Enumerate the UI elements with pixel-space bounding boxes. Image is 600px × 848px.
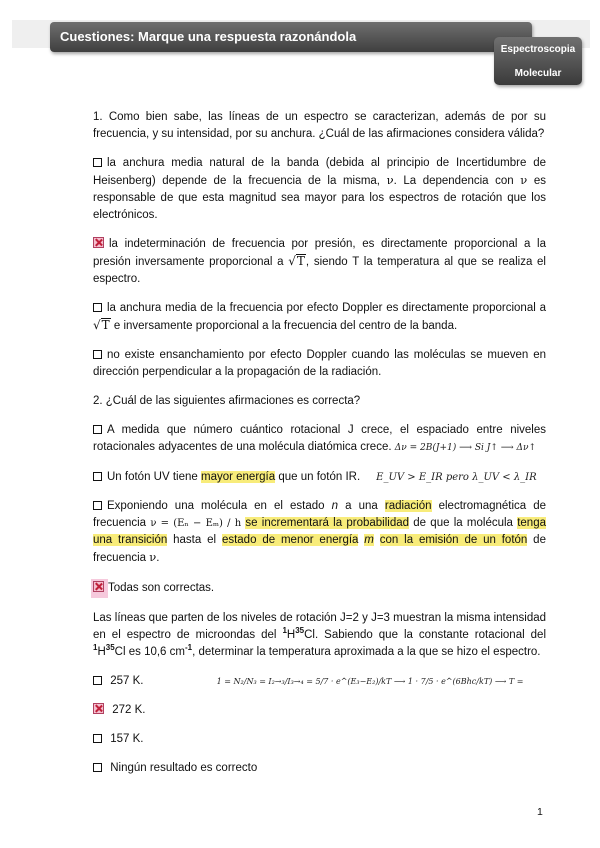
nu-symbol: ν [149,550,157,564]
header-bar [50,22,532,52]
document-body [93,109,546,789]
q3-b-text: 272 K. [112,704,146,716]
handwritten-note-q3: 1 = N₂/N₃ = I₂→₃/I₃→₄ = 5/7 · e^(E₃−E₂)/kT ⟶ 1 · 7/5 · e^(6Bhc/kT) ⟶ T = [216,677,524,686]
q3-stem-p2: , determinar la temperatura aproximada a la que se hizo el espectro. [192,646,541,658]
checkbox-q2-d-checked[interactable] [93,581,104,592]
q2-b-post: que un fotón IR. [278,471,361,483]
highlight-menor-energia: estado de menor energía [221,534,359,546]
q3-d-text: Ningún resultado es correcto [110,762,258,774]
question-3-stem [93,610,546,661]
q1-option-c [93,300,546,335]
q1-b-text1: la indeterminación de frecuencia por presión, es directamente proporcional a la presión inversamente proporcional a [93,238,546,268]
state-n: n [331,500,339,512]
isotope-mass-h: 1 [282,626,287,636]
topic-badge [494,37,582,85]
q3-stem-p1c: Cl es 10,6 cm [114,646,185,658]
checkbox-q1-d[interactable] [93,350,102,359]
sqrt-t: √T [93,318,110,332]
nu-symbol: ν [520,173,528,187]
checkbox-q2-c[interactable] [93,501,102,510]
question-1-stem: 1. Como bien sabe, las líneas de un espectro se caracterizan, además de por su frecuencia, y su intensidad, por su anchura. ¿Cuál de las afirmaciones considera válida? [93,111,546,140]
handwritten-note-q2-a: Δν = 2B(J+1) ⟶ Si J↑ ⟶ Δν↑ [394,443,537,453]
handwritten-note-q2-b: E_UV > E_IR pero λ_UV < λ_IR [376,472,537,483]
isotope-mass-cl: 35 [105,643,115,653]
checkbox-q3-a[interactable] [93,676,102,685]
isotope-mass-h: 1 [93,643,98,653]
element-h: H [286,629,296,641]
q2-option-a [93,422,546,457]
q3-option-b [93,702,546,719]
sqrt-t: √T [288,254,305,268]
page-title: Cuestiones: Marque una respuesta razonándola [60,29,357,44]
q3-stem-p1: Las líneas que parten de los niveles de rotación J=2 y J=3 muestran la misma intensidad en el espectro de microondas del [93,612,546,641]
q2-option-b [93,469,546,486]
checkbox-q1-b-checked[interactable] [93,237,104,248]
q2-c-mid1: a una [345,500,378,512]
q1-option-d [93,347,546,381]
highlight-radiacion: radiación [384,500,432,512]
q1-option-b [93,236,546,288]
exponent: -1 [184,643,193,653]
q1-c-text2: e inversamente proporcional a la frecuencia del centro de la banda. [113,320,458,332]
highlight-mayor-energia: mayor energía [200,471,276,483]
q2-c-mid3: de que la molécula [413,517,513,529]
q1-b-text2: , siendo T la temperatura al que se realiza el espectro. [93,256,546,285]
checkbox-q1-c[interactable] [93,303,102,312]
checkbox-q3-c[interactable] [93,734,102,743]
q2-option-d [93,579,546,598]
checkbox-highlight [91,579,108,598]
highlight-probabilidad: se incrementará la probabilidad [245,517,410,529]
isotope-mass-cl: 35 [295,626,305,636]
element-h: H [97,646,106,658]
q2-c-pre: Exponiendo una molécula en el estado [107,500,325,512]
checkbox-q1-a[interactable] [93,158,102,167]
q1-c-text1: la anchura media de la frecuencia por efecto Doppler es directamente proporcional a [107,302,546,314]
checkbox-q3-d[interactable] [93,763,102,772]
q2-c-mid2: electromagnética de frecuencia [93,500,547,529]
q2-b-pre: Un fotón UV tiene [107,471,198,483]
q2-d-text: Todas son correctas. [108,582,215,594]
q3-c-text: 157 K. [110,733,144,745]
q3-stem-p1b: Cl. Sabiendo que la constante rotacional del [304,629,547,641]
nu-symbol: ν [386,173,394,187]
q2-a-text: A medida que número cuántico rotacional J crece, el espaciado entre niveles rotacionales adyacentes de una molécula diatómica crece. [93,424,546,453]
badge-line1: Espectroscopia [500,44,576,55]
q2-c-mid5: de frecuencia [93,534,546,564]
q1-a-text2: . La dependencia con [393,175,514,187]
state-m: m [364,534,374,546]
question-2-stem: 2. ¿Cuál de las siguientes afirmaciones es correcta? [93,395,361,407]
badge-line2: Molecular [514,68,562,79]
q3-option-d [93,760,546,777]
checkbox-q2-b[interactable] [93,472,102,481]
highlight-transicion: tenga una transición [93,517,546,546]
q3-option-a [93,673,546,690]
page-number: 1 [537,806,543,818]
q1-a-text3: es responsable de que esta magnitud sea mayor para los espectros de rotación que los electrónicos. [93,175,546,221]
frequency-formula: ν = (Eₙ − Eₘ) / h [150,518,242,529]
q3-option-c [93,731,546,748]
q2-c-mid4: hasta el [173,534,217,546]
q1-d-text: no existe ensanchamiento por efecto Doppler cuando las moléculas se mueven en dirección perpendicular a la propagación de la radiación. [93,349,546,378]
checkbox-q2-a[interactable] [93,425,102,434]
checkbox-q3-b-checked[interactable] [93,703,104,714]
highlight-emision: con la emisión de un fotón [379,534,528,546]
q1-a-text1: la anchura media natural de la banda (debida al principio de Incertidumbre de Heisenberg) depende de la frecuencia de la misma, [93,157,546,187]
q1-option-a [93,155,546,224]
q2-option-c: Exponiendo una molécula en el estado n a una radiación electromagnética de frecuencia ν = (Eₙ − Eₘ) / h se incrementará la probabilidad de que la molécula tenga una transición hasta el estado de menor energía m con la emisión de un fotón de frecuencia ν. [93,500,547,564]
q3-a-text: 257 K. [110,675,144,687]
